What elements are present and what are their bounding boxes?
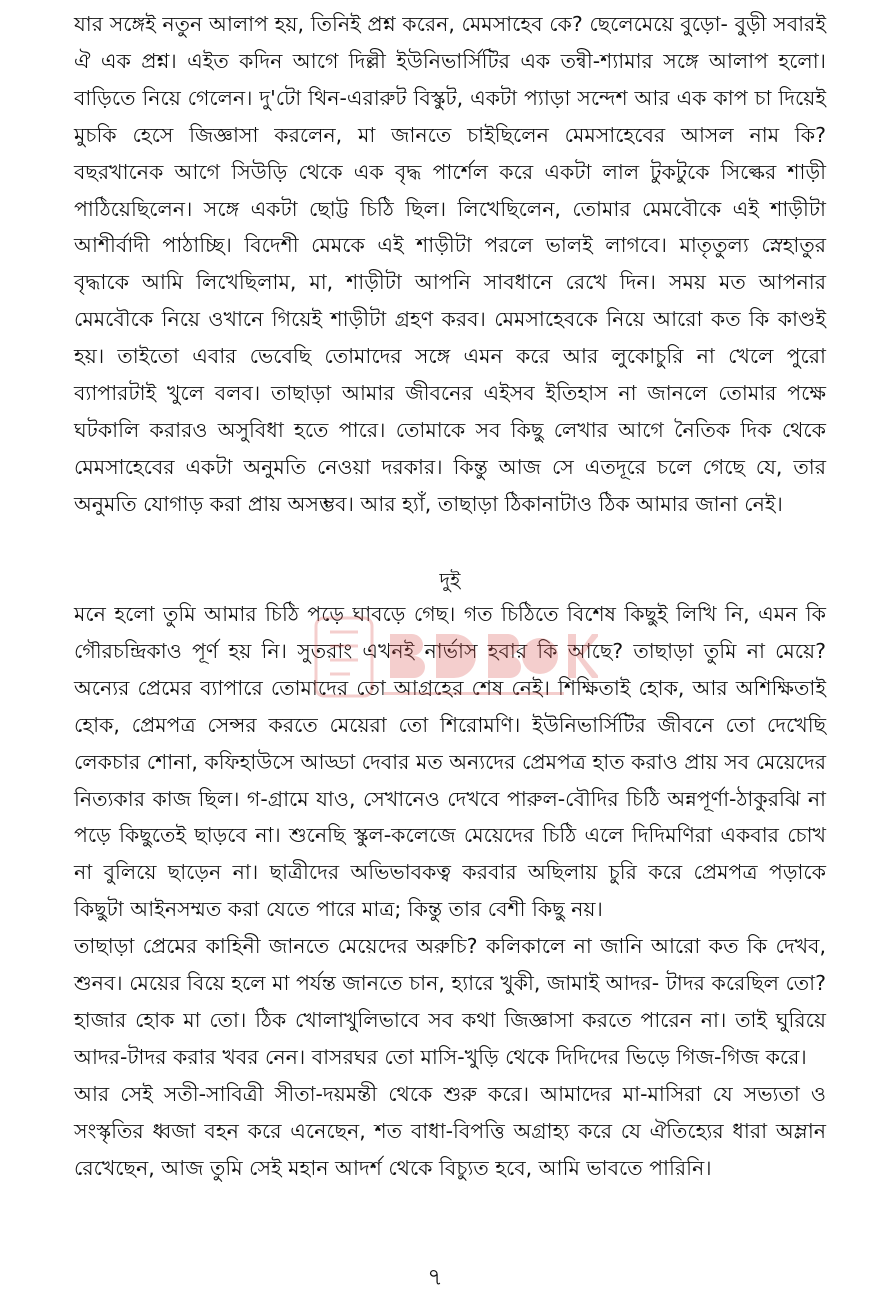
page-number: ৭ bbox=[427, 1263, 443, 1291]
chapter-two-body bbox=[74, 596, 826, 1187]
paragraph-1: যার সঙ্গেই নতুন আলাপ হয়, তিনিই প্রশ্ন করেন, মেমসাহেব কে? ছেলেমেয়ে বুড়ো- বুড়ী সবারই ঐ এক প্রশ্ন। এইত কদিন আগে দিল্লী ইউনিভার্সিটির এক তন্বী-শ্যামার সঙ্গে আলাপ হলো। বাড়িতে নিয়ে গেলেন। দু'টো থিন-এরারুট বিস্কুট, একটা প্যাড়া সন্দেশ আর এক কাপ চা দিয়েই মুচকি হেসে জিজ্ঞাসা করলেন, মা জানতে চাইছিলেন মেমসাহেবের আসল নাম কি? বছরখানেক আগে সিউড়ি থেকে এক বৃদ্ধ পার্শেল করে একটা লাল টুকটুকে সিল্কের শাড়ী পাঠিয়েছিলেন। সঙ্গে একটা ছোট্ট চিঠি ছিল। লিখেছিলেন, তোমার মেমবৌকে এই শাড়ীটা আশীর্বাদী পাঠাচ্ছি। বিদেশী মেমকে এই শাড়ীটা পরলে ভালই লাগবে। মাতৃতুল্য স্নেহাতুর বৃদ্ধাকে আমি লিখেছিলাম, মা, শাড়ীটা আপনি সাবধানে রেখে দিন। সময় মত আপনার মেমবৌকে নিয়ে ওখানে গিয়েই শাড়ীটা গ্রহণ করব। মেমসাহেবকে নিয়ে আরো কত কি কাণ্ডই হয়। তাইতো এবার ভেবেছি তোমাদের সঙ্গে এমন করে আর লুকোচুরি না খেলে পুরো ব্যাপারটাই খুলে বলব। তাছাড়া আমার জীবনের এইসব ইতিহাস না জানলে তোমার পক্ষে ঘটকালি করারও অসুবিধা হতে পারে। তোমাকে সব কিছু লেখার আগে নৈতিক দিক থেকে মেমসাহেবের একটা অনুমতি নেওয়া দরকার। কিন্তু আজ সে এতদূরে চলে গেছে যে, তার অনুমতি যোগাড় করা প্রায় অসম্ভব। আর হ্যাঁ, তাছাড়া ঠিকানাটাও ঠিক আমার জানা নেই। bbox=[74, 12, 826, 516]
paragraph-4: আর সেই সতী-সাবিত্রী সীতা-দয়মন্তী থেকে শুরু করে। আমাদের মা-মাসিরা যে সভ্যতা ও সংস্কৃতির ধ্বজা বহন করে এনেছেন, শত বাধা-বিপত্তি অগ্রাহ্য করে যে ঐতিহ্যের ধারা অম্লান রেখেছেন, আজ তুমি সেই মহান আদর্শ থেকে বিচ্যুত হবে, আমি ভাবতে পারিনি। bbox=[74, 1081, 826, 1180]
paragraph-3: তাছাড়া প্রেমের কাহিনী জানতে মেয়েদের অরুচি? কলিকালে না জানি আরো কত কি দেখব, শুনব। মেয়ের বিয়ে হলে মা পর্যন্ত জানতে চান, হ্যারে খুকী, জামাই আদর- টাদর করেছিল তো? হাজার হোক মা তো। ঠিক খোলাখুলিভাবে সব কথা জিজ্ঞাসা করতে পারেন না। তাই ঘুরিয়ে আদর-টাদর করার খবর নেন। বাসরঘর তো মাসি-খুড়ি থেকে দিদিদের ভিড়ে গিজ-গিজ করে। bbox=[74, 934, 826, 1069]
chapter-heading: দুই bbox=[439, 568, 461, 592]
paragraph-2: মনে হলো তুমি আমার চিঠি পড়ে ঘাবড়ে গেছ। গত চিঠিতে বিশেষ কিছুই লিখি নি, এমন কি গৌরচন্দ্রিকাও পূর্ণ হয় নি। সুতরাং এখনই নার্ভাস হবার কি আছে? তাছাড়া তুমি না মেয়ে? অন্যের প্রেমের ব্যাপারে তোমাদের তো আগ্রহের শেষ নেই। শিক্ষিতাই হোক, আর অশিক্ষিতাই হোক, প্রেমপত্র সেন্সর করতে মেয়েরা তো শিরোমণি। ইউনিভার্সিটির জীবনে তো দেখেছি লেকচার শোনা, কফিহাউসে আড্ডা দেবার মত অন্যদের প্রেমপত্র হাত করাও প্রায় সব মেয়েদের নিত্যকার কাজ ছিল। গ-গ্রামে যাও, সেখানেও দেখবে পারুল-বৌদির চিঠি অন্নপূর্ণা-ঠাকুরঝি না পড়ে কিছুতেই ছাড়বে না। শুনেছি স্কুল-কলেজে মেয়েদের চিঠি এলে দিদিমণিরা একবার চোখ না বুলিয়ে ছাড়েন না। ছাত্রীদের অভিভাবকত্ব করবার অছিলায় চুরি করে প্রেমপত্র পড়াকে কিছুটা আইনসম্মত করা যেতে পারে মাত্র; কিন্তু তার বেশী কিছু নয়। bbox=[74, 602, 826, 922]
book-page bbox=[74, 6, 826, 1180]
